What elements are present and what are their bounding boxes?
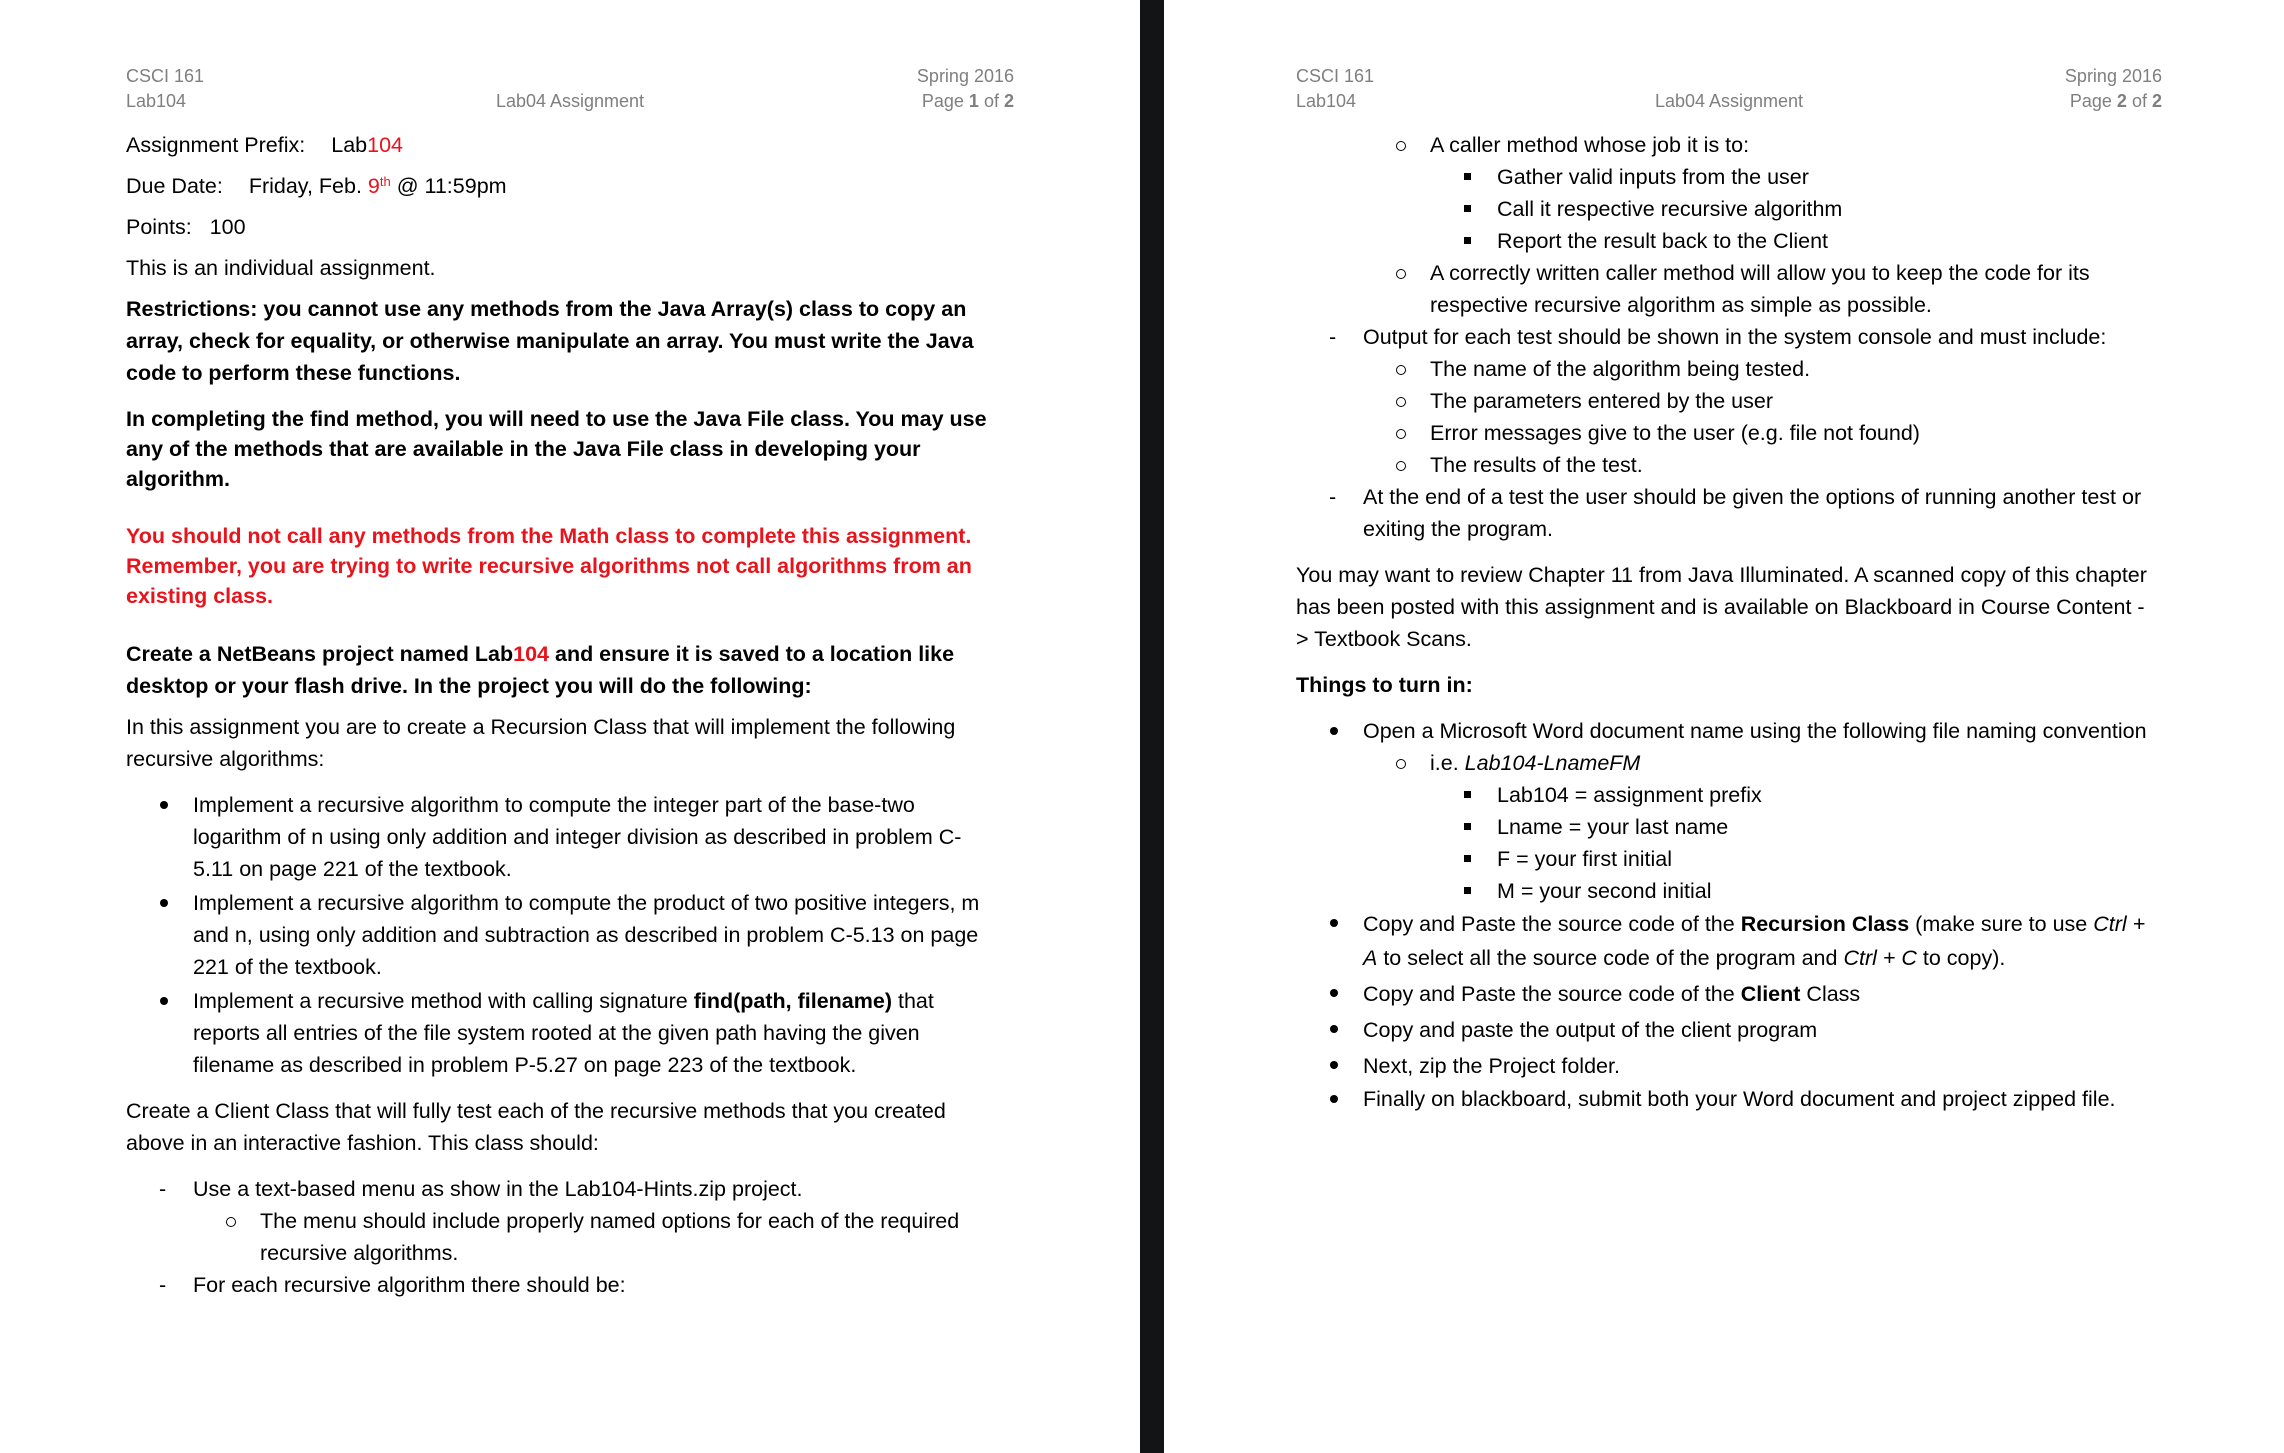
list-item: i.e. Lab104-LnameFM: [1430, 751, 1641, 775]
list-item: The menu should include properly named options for each of the required recursive algorithms.: [260, 1209, 960, 1265]
list-item: The name of the algorithm being tested.: [1430, 357, 1811, 381]
continued-list: [1296, 129, 2148, 545]
review-note: You may want to review Chapter 11 from Java Illuminated. A scanned copy of this chapter has been posted with this assignment and is available on Blackboard in Course Content -> Textbook Scans.: [1296, 563, 2147, 651]
list-item: A correctly written caller method will allow you to keep the code for its respective recursive algorithm as simple as possible.: [1430, 261, 2090, 317]
turn-in-heading: Things to turn in:: [1296, 673, 1473, 697]
lab-code: Lab104: [126, 91, 187, 111]
client-list: [126, 1173, 990, 1301]
list-item: M = your second initial: [1497, 879, 1712, 903]
document-page-1: [0, 0, 1140, 1453]
list-item: Implement a recursive algorithm to compute the product of two positive integers, m and n, using only addition and subtraction as described in problem C-5.13 on page 221 of the textbook.: [193, 891, 980, 979]
list-item: Use a text-based menu as show in the Lab104-Hints.zip project.: [193, 1177, 803, 1201]
page-body: [126, 129, 990, 1301]
list-item: The results of the test.: [1430, 453, 1643, 477]
page-divider: [1140, 0, 1164, 1453]
list-item: The parameters entered by the user: [1430, 389, 1773, 413]
list-item: Finally on blackboard, submit both your Word document and project zipped file.: [1363, 1087, 2116, 1111]
list-item: Lname = your last name: [1497, 815, 1729, 839]
header-title: Lab04 Assignment: [1654, 91, 1804, 111]
due-date: Due Date: Friday, Feb. 9th @ 11:59pm: [126, 174, 507, 198]
page-header: [126, 64, 1014, 114]
document-page-2: [1164, 0, 2284, 1453]
list-item: F = your first initial: [1497, 847, 1673, 871]
restrictions: Restrictions: you cannot use any methods from the Java Array(s) class to copy an array, check for equality, or otherwise manipulate an array. You must write the Java code to perform these functions.: [126, 297, 974, 385]
points: Points: 100: [126, 215, 246, 239]
client-intro: Create a Client Class that will fully test each of the recursive methods that you created above in an interactive fashion. This class should:: [126, 1099, 946, 1155]
math-class-warning: You should not call any methods from the Math class to complete this assignment. Remember, you are trying to write recursive algorithms not call algorithms from an existing class.: [126, 524, 972, 608]
list-item: Error messages give to the user (e.g. file not found): [1430, 421, 1920, 445]
find-method-note: In completing the find method, you will need to use the Java File class. You may use any of the methods that are available in the Java File class in developing your algorithm.: [126, 407, 987, 491]
term: Spring 2016: [916, 66, 1014, 86]
page-header: [1296, 64, 2162, 114]
course-code: CSCI 161: [126, 66, 205, 86]
list-item: Gather valid inputs from the user: [1497, 165, 1809, 189]
algorithm-list: [126, 789, 990, 1081]
list-item: Implement a recursive algorithm to compute the integer part of the base-two logarithm of n using only addition and integer division as described in problem C-5.11 on page 221 of the textbook.: [193, 793, 962, 881]
assignment-prefix: Assignment Prefix: Lab104: [126, 133, 403, 157]
page-number: Page 2 of 2: [2069, 91, 2162, 111]
lab-code: Lab104: [1296, 91, 1357, 111]
term: Spring 2016: [2064, 66, 2162, 86]
page-body: [1296, 129, 2148, 1115]
list-item: At the end of a test the user should be given the options of running another test or exiting the program.: [1363, 485, 2142, 541]
list-item: Output for each test should be shown in the system console and must include:: [1363, 325, 2107, 349]
list-item: Report the result back to the Client: [1497, 229, 1829, 253]
list-item: Lab104 = assignment prefix: [1497, 783, 1762, 807]
create-project: Create a NetBeans project named Lab104 and ensure it is saved to a location like desktop or your flash drive. In the project you will do the following:: [126, 642, 955, 698]
individual-note: This is an individual assignment.: [126, 256, 436, 280]
list-item: Copy and Paste the source code of the Recursion Class (make sure to use Ctrl + A to select all the source code of the program and Ctrl + C to copy).: [1363, 912, 2146, 970]
list-item: For each recursive algorithm there should be:: [193, 1273, 626, 1297]
turn-in-list: [1296, 715, 2148, 1115]
list-item: Call it respective recursive algorithm: [1497, 197, 1843, 221]
list-item: Implement a recursive method with calling signature find(path, filename) that reports all entries of the file system rooted at the given path having the given filename as described in problem P-5.27 on page 223 of the textbook.: [193, 989, 934, 1077]
list-item: A caller method whose job it is to:: [1430, 133, 1750, 157]
list-item: Copy and paste the output of the client program: [1363, 1018, 1818, 1042]
list-item: Copy and Paste the source code of the Client Class: [1363, 982, 1861, 1006]
course-code: CSCI 161: [1296, 66, 1375, 86]
list-item: Next, zip the Project folder.: [1363, 1054, 1620, 1078]
page-number: Page 1 of 2: [921, 91, 1014, 111]
list-item: Open a Microsoft Word document name using the following file naming convention: [1363, 719, 2147, 743]
header-title: Lab04 Assignment: [495, 91, 645, 111]
intro: In this assignment you are to create a Recursion Class that will implement the following recursive algorithms:: [126, 715, 956, 771]
